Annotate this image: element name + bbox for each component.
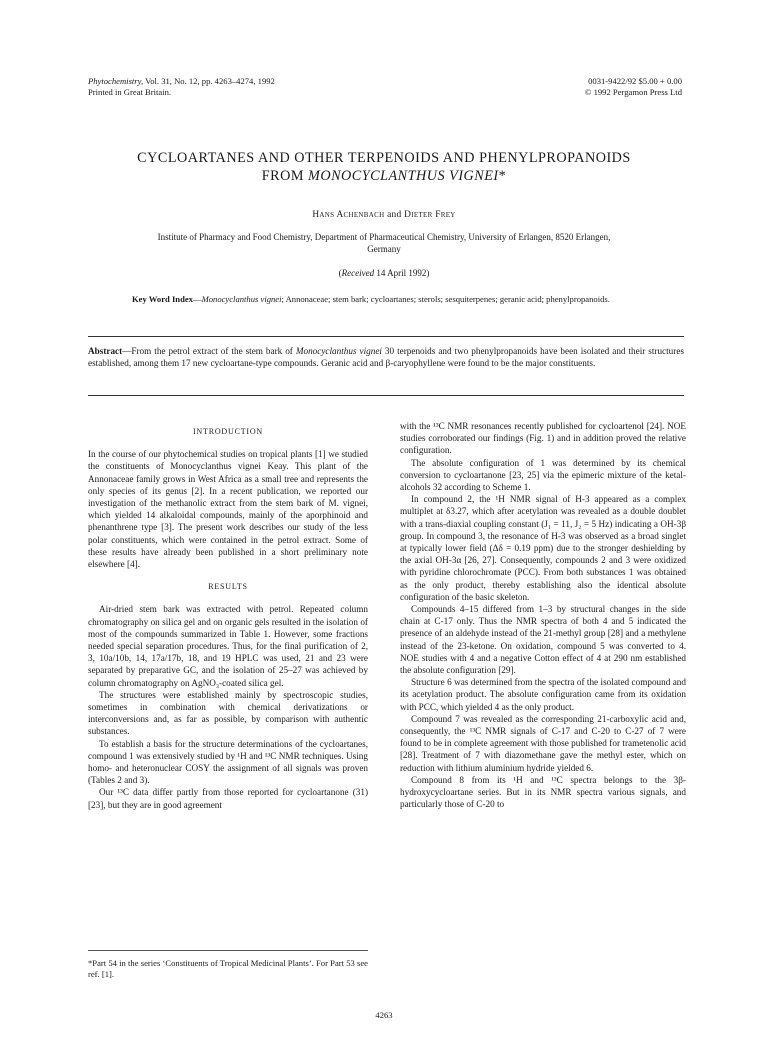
footnote-rule xyxy=(88,950,368,951)
paper-title xyxy=(70,150,698,185)
keyword-dash: — xyxy=(192,294,202,304)
title-line-1: CYCLOARTANES AND OTHER TERPENOIDS AND PHENYLPROPANOIDS xyxy=(137,150,631,166)
introduction-heading: INTRODUCTION xyxy=(192,427,264,436)
right-paragraph-5: Structure 6 was determined from the spectra of the isolated compound and its acetylation product. The absolute configuration came from its oxidation with PCC, which yielded 4 as the only product. xyxy=(400,677,686,712)
affiliation xyxy=(98,232,670,255)
received-date xyxy=(70,268,698,278)
received-open: ( xyxy=(338,268,342,278)
title-prefix: FROM xyxy=(261,167,309,184)
title-footnote-mark: * xyxy=(498,167,507,184)
keyword-terms: ; Annonaceae; stem bark; cycloartanes; sterols; sesquiterpenes; geranic acid; phenylpropanoids. xyxy=(281,294,610,304)
abstract-label: Abstract xyxy=(88,346,123,356)
keyword-index xyxy=(132,294,632,305)
title-species: MONOCYCLANTHUS VIGNEI xyxy=(308,167,499,184)
abstract-top-rule xyxy=(88,336,684,337)
right-paragraph-7: Compound 8 from its ¹H and ¹³C spectra belongs to the 3β-hydroxycycloartane series. But in its NMR spectra various signals, and particularly those of C-20 to xyxy=(400,774,686,810)
copyright-line: © 1992 Pergamon Press Ltd xyxy=(584,87,682,97)
received-label: Received xyxy=(341,268,375,278)
right-paragraph-2: The absolute configuration of 1 was determined by its chemical conversion to cycloartanone [23, 25] via the epimeric mixture of the ketal-alcohols 32 according to Scheme 1. xyxy=(400,457,686,493)
right-column xyxy=(400,420,686,811)
keyword-label: Key Word Index xyxy=(132,294,193,304)
right-paragraph-1: with the ¹³C NMR resonances recently published for cycloartenol [24]. NOE studies corroborated our findings (Fig. 1) and in addition proved the relative configuration. xyxy=(400,421,686,456)
results-paragraph-3: To establish a basis for the structure determinations of the cycloartanes, compound 1 was extensively studied by ¹H and ¹³C NMR techniques. Using homo- and heteronuclear COSY the assignment of all signals was proven (Tables 2 and 3). xyxy=(88,738,368,786)
journal-citation: Vol. 31, No. 12, pp. 4263–4274, 1992 xyxy=(143,76,275,86)
issn-price: 0031-9422/92 $5.00 + 0.00 xyxy=(588,76,682,86)
author-conjunction: and xyxy=(384,210,405,220)
results-paragraph-2: The structures were established mainly by spectroscopic studies, sometimes in combination with chemical derivatizations or interconversions and, as far as possible, by comparison with authentic substances. xyxy=(88,689,368,737)
results-heading: RESULTS xyxy=(208,582,248,592)
author-1: Hans Achenbach xyxy=(312,210,385,220)
left-column xyxy=(88,420,368,811)
intro-paragraph-1: In the course of our phytochemical studies on tropical plants [1] we studied the constituents of Monocyclanthus vignei Keay. This plant of the Annonaceae family grows in West Africa as a small tree and represents the only species of its genus [2]. In a recent publication, we reported our investigation of the methanolic extract from the stem bark of M. vignei, which yielded 14 alkaloidal compounds, mainly of the aporphinoid and phenanthrene type [3]. The present work describes our study of the less polar constituents, which were contained in the petrol extract. Some of these results have already been published in a short preliminary note elsewhere [4]. xyxy=(88,449,368,570)
journal-header xyxy=(88,76,275,98)
affiliation-line-1: Institute of Pharmacy and Food Chemistry, Department of Pharmaceutical Chemistry, University of Erlangen, 8520 Erlangen, xyxy=(157,232,611,242)
abstract-dash: — xyxy=(122,346,132,356)
right-paragraph-6: Compound 7 was revealed as the corresponding 21-carboxylic acid and, consequently, the ¹³C NMR signals of C-17 and C-20 to C-27 of 7 were found to be in complete agreement with those published for trametenolic acid [28]. Treatment of 7 with diazomethane gave the methyl ester, which on reduction with lithium aluminium hydride yielded 6. xyxy=(400,713,686,773)
keyword-species: Monocyclanthus vignei xyxy=(201,294,282,304)
printed-note: Printed in Great Britain. xyxy=(88,87,172,97)
abstract-text-1: From the petrol extract of the stem bark of xyxy=(131,346,296,356)
received-value: 14 April 1992 xyxy=(374,268,427,278)
results-paragraph-1: Air-dried stem bark was extracted with petrol. Repeated column chromatography on silica gel and on organic gels resulted in the isolation of most of the compounds summarized in Table 1. However, some fractions needed special separation procedures. Thus, for the final purification of 2, 3, 10a/10b, 14, 17a/17b, 18, and 19 HPLC was used, 21 and 23 were separated by preparative GC, and the isolation of 25–27 was achieved by column chromatography on AgNO₃-coated silica gel. xyxy=(88,604,368,688)
journal-name: Phytochemistry, xyxy=(88,76,144,86)
footnote: *Part 54 in the series ‘Constituents of Tropical Medicinal Plants’. For Part 53 see ref. [1]. xyxy=(88,958,368,979)
publisher-header xyxy=(585,76,682,98)
affiliation-line-2: Germany xyxy=(367,243,401,254)
abstract xyxy=(88,346,684,370)
abstract-species: Monocyclanthus vignei xyxy=(295,346,382,356)
author-list xyxy=(70,210,698,220)
results-paragraph-4: Our ¹³C data differ partly from those reported for cycloartanone (31) [23], but they are in good agreement xyxy=(88,787,368,810)
title-line-2 xyxy=(70,168,698,186)
received-close: ) xyxy=(426,268,430,278)
abstract-bottom-rule xyxy=(88,395,684,396)
right-paragraph-3: In compound 2, the ¹H NMR signal of H-3 appeared as a complex multiplet at δ3.27, which after acetylation was revealed as a double doublet with a trans-diaxial coupling constant (J₁ = 11, J₂ = 5 Hz) indicating a OH-3β group. In compound 3, the resonance of H-3 was observed as a broad singlet at typically lower field (Δδ = 0.19 ppm) due to the stronger deshielding by the axial OH-3α [26, 27]. Consequently, compounds 2 and 3 were oxidized with pyridine chlorochromate (PCC). From both substances 1 was obtained as the only product, thereby establishing also the identical absolute configuration of the basic skeleton. xyxy=(400,494,686,602)
author-2: Dieter Frey xyxy=(404,210,456,220)
abstract-text-2: 30 terpenoids and two phenylpropanoids have been isolated and their structures established, among them 17 new cycloartane-type compounds. Geranic acid and β-caryophyllene were found to be the major constituents. xyxy=(88,346,684,368)
page-number: 4263 xyxy=(375,1010,393,1020)
right-paragraph-4: Compounds 4–15 differed from 1–3 by structural changes in the side chain at C-17 only. Thus the NMR spectra of both 4 and 5 indicated the presence of an aldehyde instead of the 21-methyl group [28] and a methylene instead of the 23-ketone. On oxidation, compound 5 was converted to 4. NOE studies with 4 and a negative Cotton effect of 4 at 290 nm established the absolute configuration [29]. xyxy=(400,604,686,676)
